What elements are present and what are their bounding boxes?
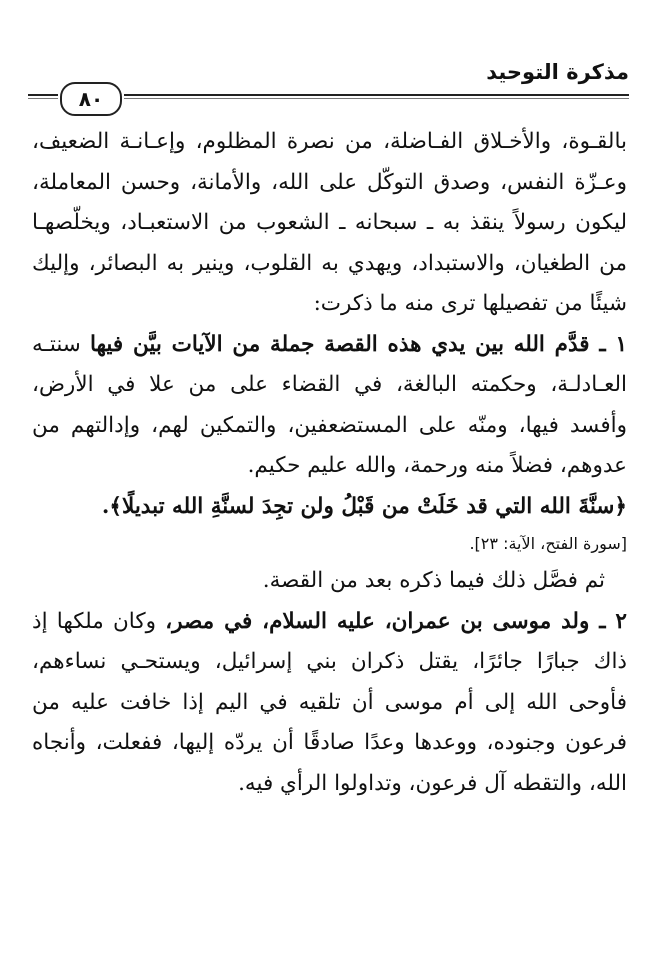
paragraph-intro: بالقـوة، والأخـلاق الفـاضلة، من نصرة المظلوم، وإعـانـة الضعيف، وعـزّة النفس، وصدق التوكّل على الله، والأمانة، وحسن المعاملة، ليكون رسولاً ينقذ به ـ سبحانه ـ الشعوب من الاستعبـاد، ويخلّصهـا من الطغيان، والاستبداد، ويهدي به القلوب، وينير به البصائر، وإليك شيئًا من تفصيلها ترى منه ما ذكرت: [32,129,627,316]
paragraph-point-2 [32,602,627,805]
running-title: مذكرة التوحيد [486,60,629,84]
verse-reference: [سورة الفتح، الآية: ٢٣]. [469,534,627,553]
point-1-text: سنتـه العـادلـة، وحكمته البالغة، في القضاء على من علا في الأرض، وأفسد فيها، ومنّه على المستضعفين، والتمكين لهم، وإدالتهم من عدوهم، فضلاً منه ورحمة، والله عليم حكيم. [32,331,627,478]
header-rule-left-thin [28,98,58,99]
page-header [28,60,629,116]
page-body [32,122,627,804]
paragraph-transition: ثم فصَّل ذلك فيما ذكره بعد من القصة. [262,568,605,593]
paragraph-point-1 [32,325,627,487]
page-number: ٨٠ [60,82,122,116]
header-rule-left [28,94,58,96]
point-1-heading: ١ ـ قدَّم الله بين يدي هذه القصة جملة من الآيات بيَّن فيها [89,331,627,357]
point-2-heading: ٢ ـ ولد موسى بن عمران، عليه السلام، في مصر، [165,608,627,634]
quran-verse: ﴿سنَّةَ الله التي قد خَلَتْ من قَبْلُ ولن تجِدَ لسنَّةِ الله تبديلًا﴾. [101,493,627,519]
point-2-text: وكان ملكها إذ ذاك جبارًا جائرًا، يقتل ذكران بني إسرائيل، ويستحـي نساءهم، فأوحى الله إلى أم موسى أن تلقيه في اليم إذا خافت عليه من فرعون وجنوده، ووعدها وعدًا صادقًا أن يردّه إليها، ففعلت، وأنجاه الله، والتقطه آل فرعون، وتداولوا الرأي فيه. [32,608,627,796]
header-rule [124,94,629,96]
header-rule-thin [124,98,629,99]
